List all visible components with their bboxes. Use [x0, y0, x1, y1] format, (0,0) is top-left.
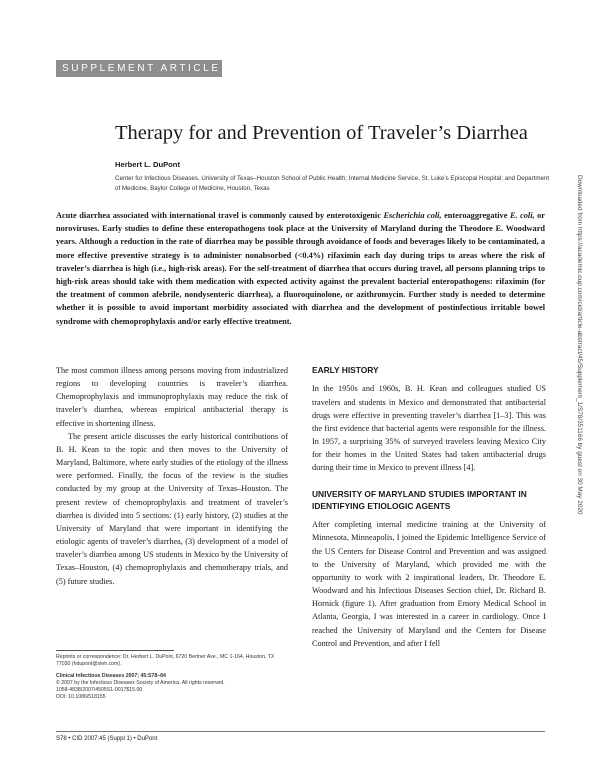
- body-paragraph: After completing internal medicine training at the University of Minnesota, Minneapolis, I joined the Epidemic Intelligence Service of the US Centers for Disease Control and Prevention and was assigned to the University of Maryland, which provided me with the opportunity to work with 2 inspirational leaders, Dr. Theodore E. Woodward and his Infectious Diseases Section chief, Dr. Richard B. Hornick (figure 1). After graduation from Emory Medical School in Atlanta, Georgia, I was interested in a career in cardiology. Once I reached the University of Maryland and the Centers for Disease Control and Prevention, and after I fell: [312, 520, 546, 648]
- footnote: [56, 654, 288, 702]
- correspondence-note: Reprints or correspondence: Dr. Herbert L. DuPont, 6720 Bertner Ave., MC 1-164, Houston, TX 77030 (hdupont@sleh.com).: [56, 654, 275, 668]
- body-paragraph: The present article discusses the early historical contributions of B. H. Kean to the topic and then moves to the University of Maryland, Baltimore, where early studies of the etiology of the illness were performed. Finally, the focus of the review is the studies conducted by my group at the University of Texas–Houston. The present review of chemoprophylaxis and treatment of traveler’s diarrhea is divided into 5 sections: (1) early history, (2) studies at the University of Maryland that were important in identifying the etiologic agents of traveler’s diarrhea, (3) development of a model of traveler’s diarrhea among US students in Mexico by the University of Texas–Houston, (4) chemoprophylaxis and chemotherapy trials, and (5) future studies.: [56, 431, 288, 586]
- doi-link[interactable]: DOI: 10.1086/518155: [56, 694, 106, 701]
- section-heading: UNIVERSITY OF MARYLAND STUDIES IMPORTANT IN IDENTIFYING ETIOLOGIC AGENTS: [312, 488, 527, 511]
- body-right-column: [312, 364, 546, 650]
- body-left-column: [56, 364, 288, 588]
- author-name: Herbert L. DuPont: [115, 160, 180, 169]
- article-type-banner: SUPPLEMENT ARTICLE: [56, 60, 222, 77]
- issn-note: 1058-4838/2007/4505S1-0017$15.00: [56, 687, 143, 694]
- page-footer-rule: [56, 731, 545, 732]
- journal-citation: Clinical Infectious Diseases 2007; 45:S78–84: [56, 672, 166, 679]
- body-paragraph: The most common illness among persons moving from industrialized regions to developing countries is traveler’s diarrhea. Chemoprophylaxis and immunoprophylaxis may reduce the risk of traveler’s diarrhea, whereas empirical antibacterial therapy is effective in shortening illness.: [56, 366, 288, 428]
- abstract-organism: E. coli,: [509, 211, 535, 220]
- footnote-divider: [56, 650, 174, 651]
- copyright-note: © 2007 by the Infectious Diseases Society of America. All rights reserved.: [56, 679, 225, 686]
- section-heading: EARLY HISTORY: [312, 365, 379, 375]
- abstract-text: enteroaggregative: [441, 211, 510, 220]
- article-title: Therapy for and Prevention of Traveler’s Diarrhea: [115, 122, 528, 144]
- abstract-text: Acute diarrhea associated with international travel is commonly caused by enterotoxigenic: [56, 211, 384, 220]
- abstract-text: or noroviruses. Early studies to define these enteropathogens took place at the University of Maryland during the Theodore E. Woodward years. Although a reduction in the rate of diarrhea may be possible through avoidance of foods and beverages likely to be contaminated, a more effective preventive strategy is to administer nonabsorbed (<0.4%) rifaximin each day during trips to areas where the risk of traveler’s diarrhea is high (i.e., high-risk areas). For the self-treatment of diarrhea that occurs during travel, all persons planning trips to high-risk areas should take with them medication with expected activity against the prevalent bacterial enteropathogens: rifaximin (for the treatment of common afebrile, nondysenteric diarrhea), a fluoroquinolone, or azithromycin. Further study is needed to determine whether it is possible to avoid important morbidity associated with diarrhea and the development of postinfectious irritable bowel syndrome with chemoprophylaxis and/or early effective treatment.: [56, 211, 545, 326]
- body-paragraph: In the 1950s and 1960s, B. H. Kean and colleagues studied US travelers and students in Mexico and demonstrated that antibacterial drugs were effective in preventing traveler’s diarrhea [1–3]. This was the first evidence that bacterial agents were responsible for the illness. In 1957, a surprising 35% of surveyed travelers leaving Mexico City for their homes in the United States had taken antibacterial drugs during their time in Mexico to prevent illness [4].: [312, 384, 546, 473]
- author-affiliation: Center for Infectious Diseases, University of Texas–Houston School of Public Health; Internal Medicine Service, St. Luke’s Episcopal Hospital; and Department of Medicine, Baylor College of Medicine, Houston, Texas: [115, 175, 550, 192]
- page-footer: S78 • CID 2007:45 (Suppl 1) • DuPont: [56, 736, 158, 742]
- abstract-organism: Escherichia coli,: [383, 211, 442, 220]
- download-watermark: Downloaded from https://academic.oup.com/cid/article-abstract/45/Supplement_1/S78/351166 by guest on 30 May 2020: [576, 175, 583, 515]
- abstract: [56, 209, 545, 328]
